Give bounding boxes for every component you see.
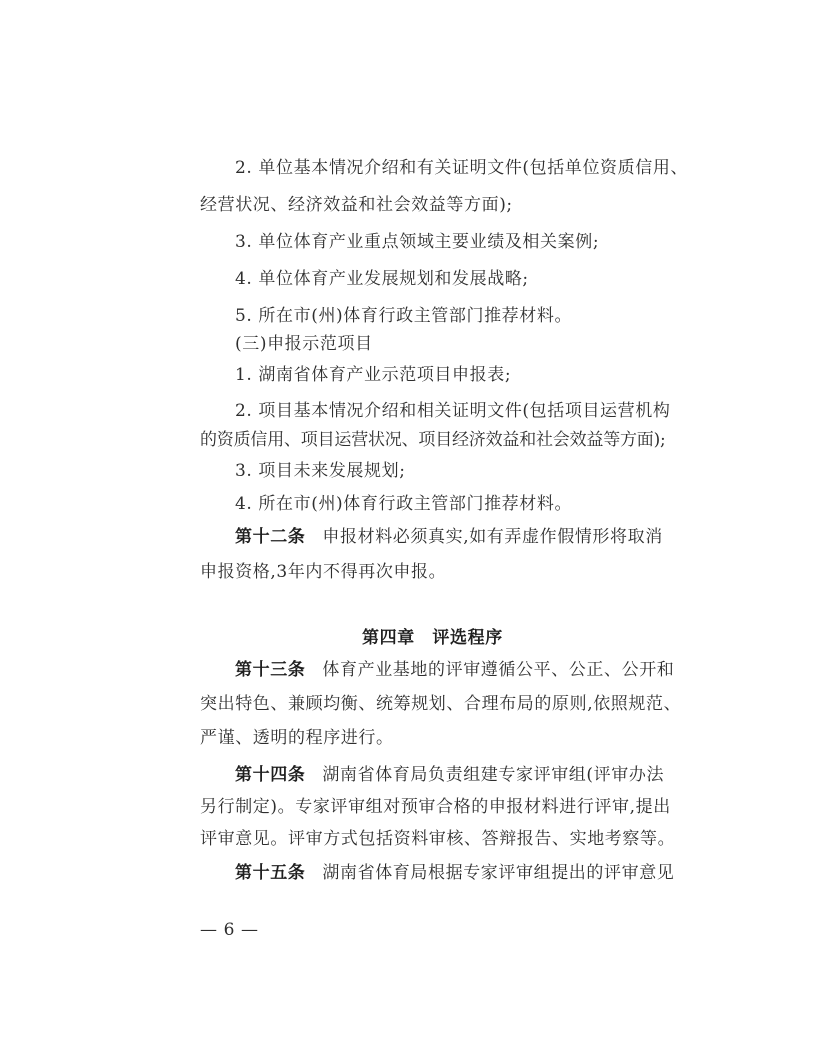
article-15 (235, 862, 674, 884)
text-line: 1. 湖南省体育产业示范项目申报表; (235, 365, 512, 385)
article-14 (235, 764, 664, 786)
text-line: 3. 单位体育产业重点领域主要业绩及相关案例; (235, 232, 600, 252)
text-line: 的资质信用、项目运营状况、项目经济效益和社会效益等方面); (200, 430, 666, 450)
text-line: 评审意见。评审方式包括资料审核、答辩报告、实地考察等。 (200, 829, 676, 849)
text-line: 申报资格,3年内不得再次申报。 (200, 562, 447, 582)
article-12 (235, 526, 663, 548)
article-label: 第十三条 (235, 660, 306, 680)
article-13 (235, 659, 674, 681)
text-line: 2. 项目基本情况介绍和相关证明文件(包括项目运营机构 (235, 401, 671, 421)
text-line: 4. 所在市(州)体育行政主管部门推荐材料。 (235, 494, 573, 514)
article-label: 第十四条 (235, 765, 306, 785)
article-label: 第十五条 (235, 863, 306, 883)
text-line: 严谨、透明的程序进行。 (200, 728, 394, 748)
text-line: 5. 所在市(州)体育行政主管部门推荐材料。 (235, 306, 573, 326)
article-text: 体育产业基地的评审遵循公平、公正、公开和 (322, 660, 675, 680)
article-text: 湖南省体育局根据专家评审组提出的评审意见 (322, 863, 675, 883)
page-number: — 6 — (200, 920, 259, 940)
text-line: 经营状况、经济效益和社会效益等方面); (200, 195, 513, 215)
article-text: 申报材料必须真实,如有弄虚作假情形将取消 (322, 527, 663, 547)
article-label: 第十二条 (235, 527, 306, 547)
chapter-title: 第四章 评选程序 (362, 628, 503, 648)
section-heading: (三)申报示范项目 (235, 334, 373, 354)
text-line: 4. 单位体育产业发展规划和发展战略; (235, 269, 529, 289)
article-text: 湖南省体育局负责组建专家评审组(评审办法 (322, 765, 665, 785)
text-line: 另行制定)。专家评审组对预审合格的申报材料进行评审,提出 (200, 797, 671, 817)
text-line: 3. 项目未来发展规划; (235, 461, 406, 481)
text-line: 突出特色、兼顾均衡、统筹规划、合理布局的原则,依照规范、 (200, 694, 682, 714)
text-line: 2. 单位基本情况介绍和有关证明文件(包括单位资质信用、 (235, 158, 689, 178)
